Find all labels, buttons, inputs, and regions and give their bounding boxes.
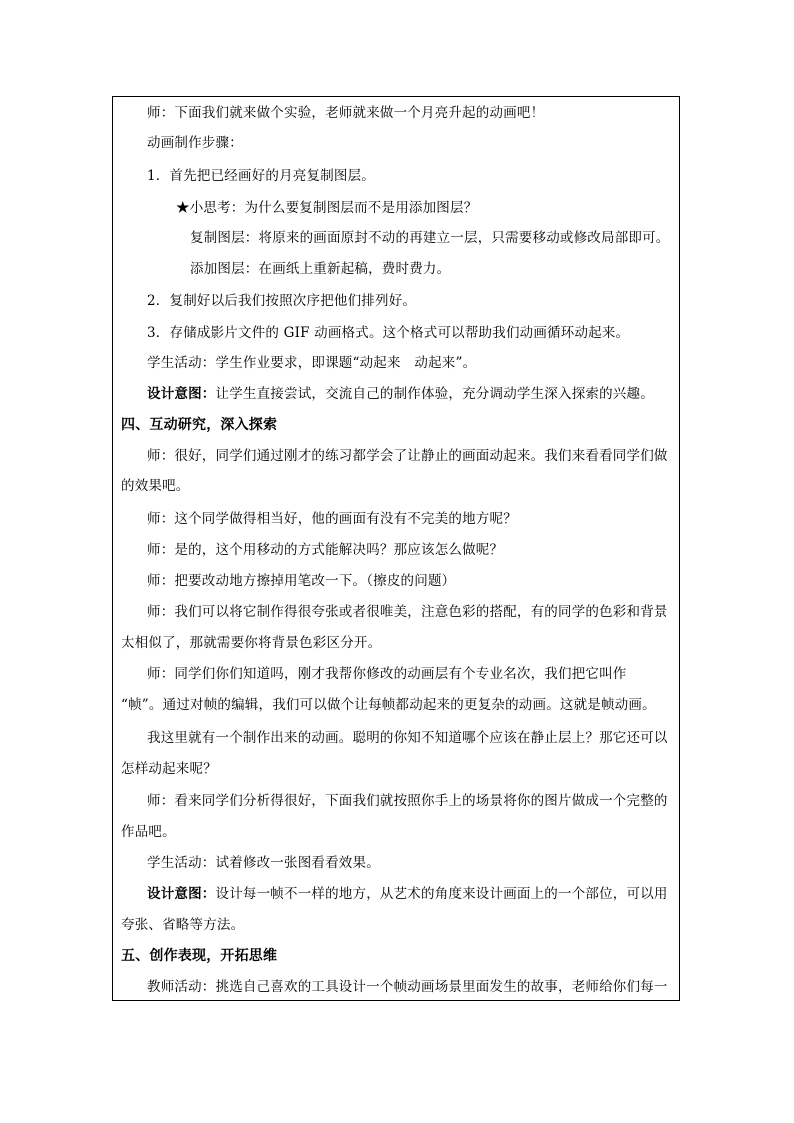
design-intent-1 (147, 385, 654, 403)
paragraph-teacher-move: 师：是的，这个用移动的方式能解决吗？那应该怎么做呢？ (147, 542, 504, 558)
step-2: 2．复制好以后我们按照次序把他们排列好。 (147, 293, 417, 309)
paragraph-steps-title: 动画制作步骤： (147, 135, 243, 151)
design-intent-2a (147, 885, 668, 903)
section-heading-4: 四、互动研究，深入探索 (121, 417, 278, 433)
paragraph-example-a: 我这里就有一个制作出来的动画。聪明的你知不知道哪个应该在静止层上？那它还可以 (147, 730, 668, 746)
paragraph-teacher-erase: 师：把要改动地方擦掉用笔改一下。（擦皮的问题） (147, 573, 456, 589)
section-heading-5: 五、创作表现，开拓思维 (121, 948, 278, 964)
paragraph-teacher-activity: 教师活动：挑选自己喜欢的工具设计一个帧动画场景里面发生的故事，老师给你们每一 (147, 979, 668, 995)
design-intent-label: 设计意图： (147, 386, 216, 402)
student-activity-2: 学生活动：试着修改一张图看看效果。 (147, 855, 380, 871)
paragraph-analysis-b: 作品吧。 (121, 824, 176, 840)
paragraph-analysis-a: 师：看来同学们分析得很好，下面我们就按照你手上的场景将你的图片做成一个完整的 (147, 793, 668, 809)
paragraph-teacher-experiment: 师：下面我们就来做个实验，老师就来做一个月亮升起的动画吧！ (147, 105, 545, 121)
design-intent-label: 设计意图： (147, 886, 216, 902)
design-intent-2b: 夸张、省略等方法。 (121, 917, 245, 933)
paragraph-teacher-question: 师：这个同学做得相当好，他的画面有没有不完美的地方呢？ (147, 511, 517, 527)
step-3: 3．存储成影片文件的 GIF 动画格式。这个格式可以帮助我们动画循环动起来。 (147, 325, 630, 341)
design-intent-text: 设计每一帧不一样的地方，从艺术的角度来设计画面上的一个部位，可以用 (215, 886, 668, 902)
thinking-question: ★小思考：为什么要复制图层而不是用添加图层？ (176, 200, 478, 216)
paragraph-frame-b: “帧”。通过对帧的编辑，我们可以做个让每帧都动起来的更复杂的动画。这就是帧动画。 (121, 697, 656, 713)
paragraph-teacher-praise-a: 师：很好，同学们通过刚才的练习都学会了让静止的画面动起来。我们来看看同学们做 (147, 448, 668, 464)
design-intent-text: 让学生直接尝试，交流自己的制作体验，充分调动学生深入探索的兴趣。 (215, 386, 654, 402)
paragraph-teacher-praise-b: 的效果吧。 (121, 478, 190, 494)
copy-layer-explanation: 复制图层：将原来的画面原封不动的再建立一层，只需要移动或修改局部即可。 (190, 230, 670, 246)
add-layer-explanation: 添加图层：在画纸上重新起稿，费时费力。 (190, 261, 451, 277)
paragraph-teacher-color-b: 太相似了，那就需要你将背景色彩区分开。 (121, 635, 382, 651)
student-activity-1: 学生活动：学生作业要求，即课题“动起来 动起来”。 (147, 355, 477, 371)
paragraph-teacher-color-a: 师：我们可以将它制作得很夸张或者很唯美，注意色彩的搭配，有的同学的色彩和背景 (147, 604, 668, 620)
paragraph-frame-a: 师：同学们你们知道吗，刚才我帮你修改的动画层有个专业名次，我们把它叫作 (147, 666, 627, 682)
step-1: 1．首先把已经画好的月亮复制图层。 (147, 168, 375, 184)
paragraph-example-b: 怎样动起来呢？ (121, 761, 217, 777)
